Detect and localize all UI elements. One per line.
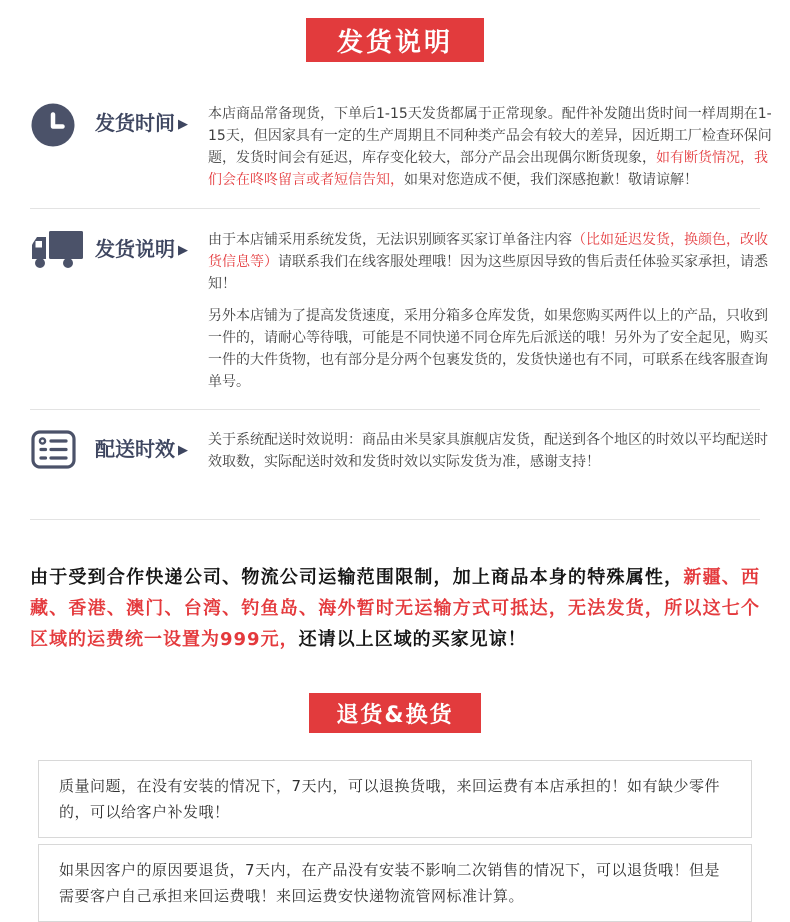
section-delivery-time-text — [208, 426, 774, 473]
clock-icon — [30, 100, 95, 191]
section-shipping-time — [0, 100, 790, 208]
returns-banner-title: 退货&换货 — [336, 702, 454, 728]
arrow-right-icon: ▶ — [178, 443, 188, 458]
arrow-right-icon: ▶ — [178, 117, 188, 132]
paragraph: 由于本店铺采用系统发货，无法识别顾客买家订单备注内容（比如延迟发货，换颜色，改收货信息等）请联系我们在线客服处理哦！因为这些原因导致的售后责任体验买家承担，请悉知！ — [208, 232, 768, 292]
shipping-restriction-notice: 由于受到合作快递公司、物流公司运输范围限制，加上商品本身的特殊属性，新疆、西藏、香港、澳门、台湾、钓鱼岛、海外暂时无运输方式可抵达，无法发货，所以这七个区域的运费统一设置为999元，还请以上区域的买家见谅！ — [30, 567, 761, 650]
paragraph: 另外本店铺为了提高发货速度，采用分箱多仓库发货，如果您购买两件以上的产品，只收到一件的，请耐心等待哦，可能是不同快递不同仓库先后派送的哦！另外为了安全起见，购买一件的大件货物，也有部分是分两个包裹发货的，发货快递也有不同，可联系在线客服查询单号。 — [208, 308, 768, 390]
arrow-right-icon: ▶ — [178, 243, 188, 258]
returns-banner — [309, 693, 481, 733]
section-delivery-time — [0, 410, 790, 519]
divider — [30, 519, 760, 520]
section-label-text: 发货时间 — [95, 111, 175, 135]
paragraph: 关于系统配送时效说明：商品由米昊家具旗舰店发货，配送到各个地区的时效以平均配送时效取数，实际配送时效和发货时效以实际发货为准，感谢支持！ — [208, 432, 768, 470]
section-shipping-notes — [0, 209, 790, 409]
section-delivery-time-label — [95, 426, 208, 473]
return-policy-box-customer: 如果因客户的原因要退货，7天内，在产品没有安装不影响二次销售的情况下，可以退货哦！但是需要客户自己承担来回运费哦！来回运费安快递物流管网标准计算。 — [38, 844, 752, 922]
shipping-banner-title: 发货说明 — [336, 27, 453, 58]
paragraph: 本店商品常备现货，下单后1-15天发货都属于正常现象。配件补发随出货时间一样周期在1-15天，但因家具有一定的生产周期且不同种类产品会有较大的差异，因近期工厂检查环保问题，发货时间会有延迟，库存变化较大，部分产品会出现偶尔断货现象，如有断货情况，我们会在咚咚留言或者短信告知，如果对您造成不便，我们深感抱歉！敬请谅解！ — [208, 106, 772, 188]
section-shipping-notes-text — [208, 226, 774, 393]
section-label-text: 配送时效 — [95, 437, 175, 461]
section-shipping-notes-label — [95, 226, 208, 393]
section-label-text: 发货说明 — [95, 237, 175, 261]
truck-icon — [30, 226, 95, 393]
section-shipping-time-label — [95, 100, 208, 191]
return-policy-box-quality: 质量问题，在没有安装的情况下，7天内，可以退换货哦，来回运费有本店承担的！如有缺少零件的，可以给客户补发哦！ — [38, 760, 752, 838]
section-shipping-time-text — [208, 100, 774, 191]
delivery-list-icon — [30, 426, 95, 473]
shipping-banner — [306, 18, 484, 62]
